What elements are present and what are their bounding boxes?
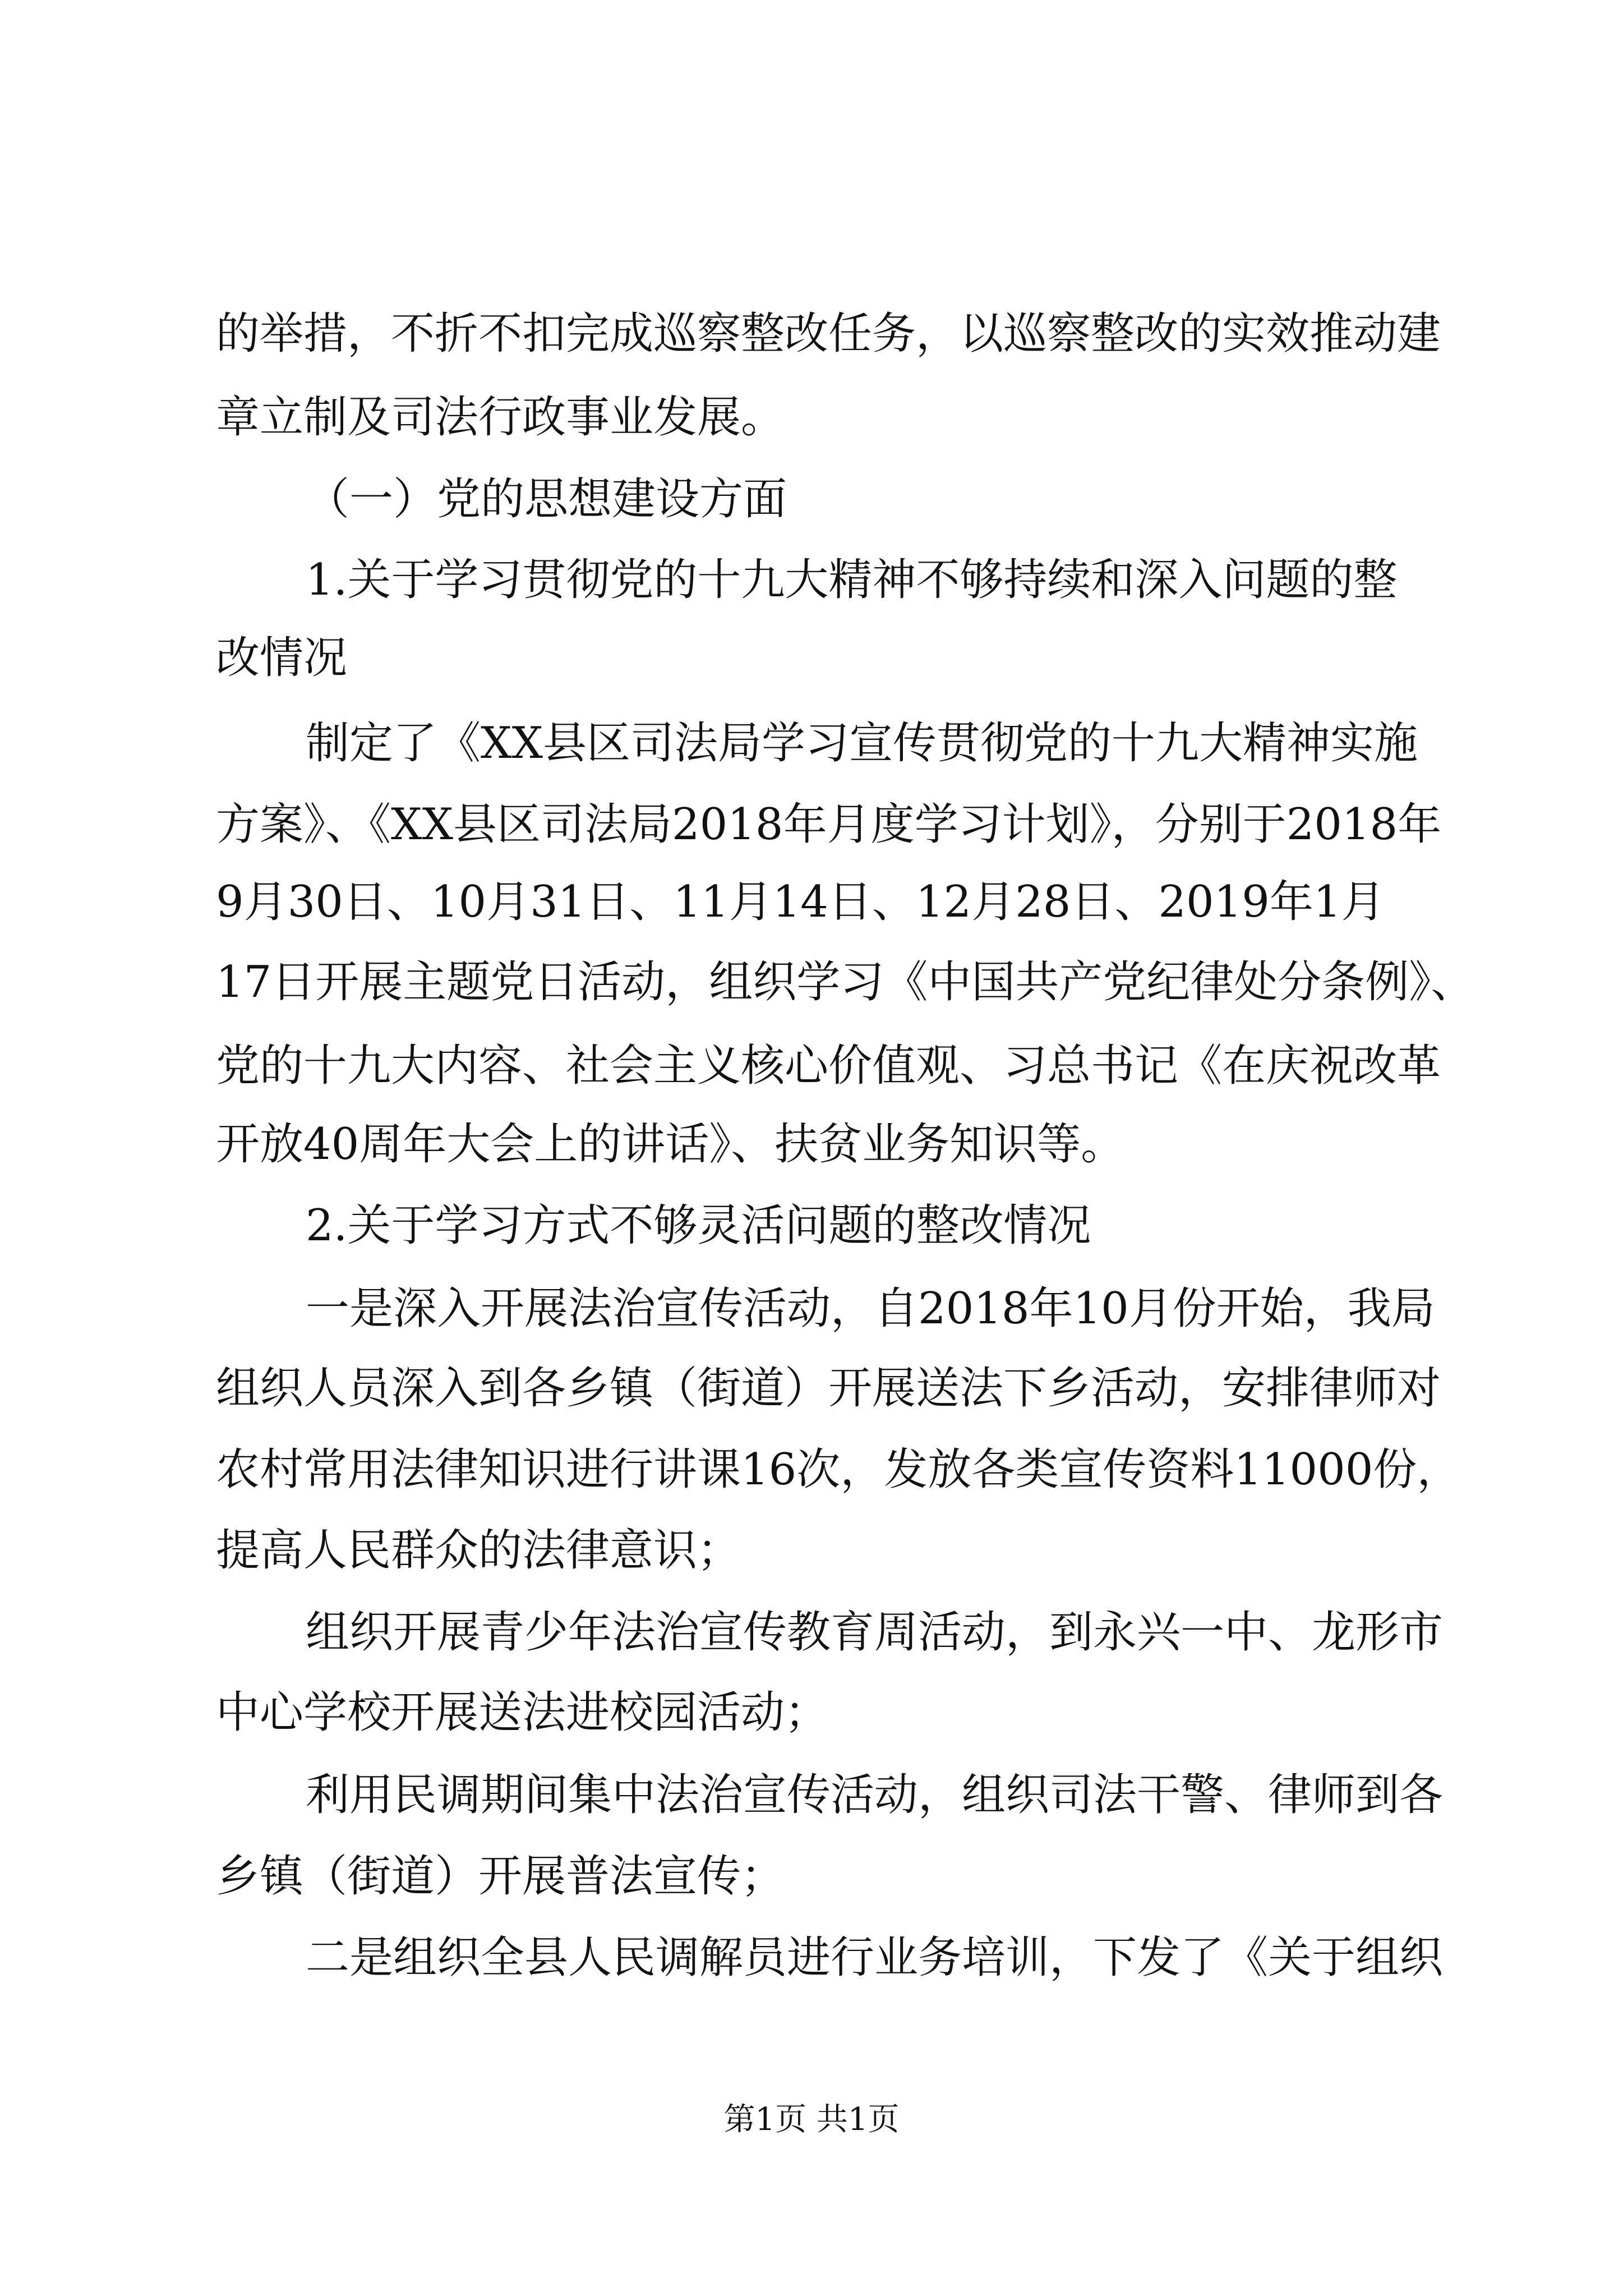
page-number-footer: 第1页 共1页	[723, 2101, 900, 2138]
text-line: 农村常用法律知识进行讲课16次，发放各类宣传资料11000份，	[216, 1444, 1461, 1495]
text-line: 章立制及司法行政事业发展。	[216, 392, 785, 443]
text-line: 中心学校开展送法进校园活动；	[216, 1687, 829, 1738]
section-heading: （一）党的思想建设方面	[306, 474, 787, 524]
text-line: 乡镇（街道）开展普法宣传；	[216, 1851, 785, 1902]
text-line: 方案》、《XX县区司法局2018年月度学习计划》，分别于2018年	[216, 799, 1442, 850]
text-line: 17日开展主题党日活动，组织学习《中国共产党纪律处分条例》、	[216, 957, 1475, 1007]
text-line: 9月30日、10月31日、11月14日、12月28日、2019年1月	[216, 877, 1385, 927]
text-line: 制定了《XX县区司法局学习宣传贯彻党的十九大精神实施	[306, 718, 1418, 769]
text-line: 的举措，不折不扣完成巡察整改任务，以巡察整改的实效推动建	[216, 309, 1441, 359]
text-line: 二是组织全县人民调解员进行业务培训，下发了《关于组织	[306, 1932, 1444, 1983]
text-line: 利用民调期间集中法治宣传活动，组织司法干警、律师到各	[306, 1770, 1444, 1820]
text-line: 开放40周年大会上的讲话》、扶贫业务知识等。	[216, 1119, 1125, 1170]
text-line: 党的十九大内容、社会主义核心价值观、习总书记《在庆祝改革	[216, 1041, 1441, 1091]
text-line: 组织人员深入到各乡镇（街道）开展送法下乡活动，安排律师对	[216, 1363, 1441, 1414]
text-line: 组织开展青少年法治宣传教育周活动，到永兴一中、龙形市	[306, 1607, 1444, 1658]
text-line: 一是深入开展法治宣传活动，自2018年10月份开始，我局	[306, 1283, 1435, 1334]
text-line: 提高人民群众的法律意识；	[216, 1525, 741, 1576]
text-line: 2.关于学习方式不够灵活问题的整改情况	[306, 1200, 1091, 1251]
text-line: 改情况	[216, 633, 348, 683]
text-line: 1.关于学习贯彻党的十九大精神不够持续和深入问题的整	[306, 555, 1398, 605]
